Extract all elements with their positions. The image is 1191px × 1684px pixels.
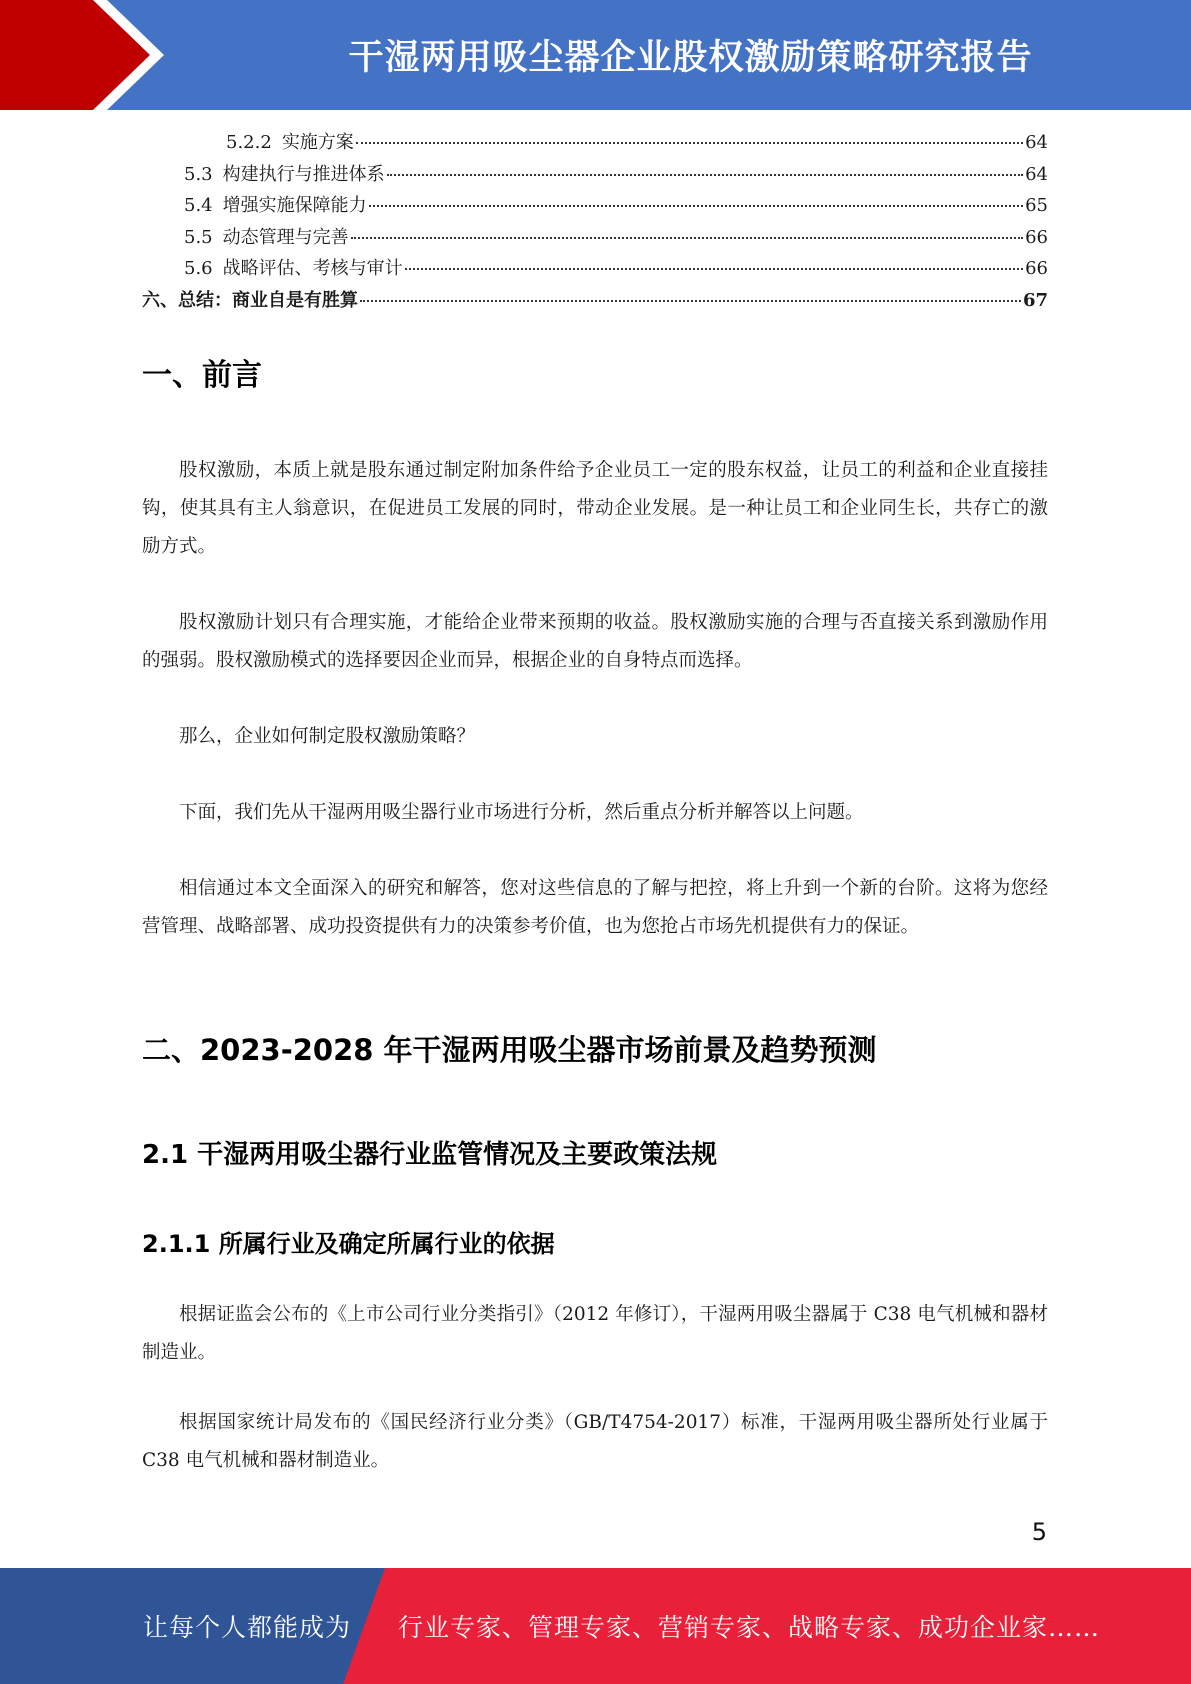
toc-entry-page: 64 — [1025, 163, 1048, 185]
report-title: 干湿两用吸尘器企业股权激励策略研究报告 — [348, 38, 1033, 78]
toc-leader-dots — [356, 142, 1023, 144]
toc-leader-dots — [351, 237, 1023, 239]
paragraph — [142, 794, 1048, 832]
preface-paragraph-4: 下面，我们先从干湿两用吸尘器行业市场进行分析，然后重点分析并解答以上问题。 — [179, 802, 864, 823]
toc-entry-number: 5.5 — [184, 226, 213, 248]
footer-slogan-roles: 行业专家、管理专家、营销专家、战略专家、成功企业家…… — [398, 1613, 1101, 1642]
toc-entry-number: 5.6 — [184, 258, 213, 279]
toc-entry-page: 67 — [1022, 289, 1048, 311]
toc-entry-label: 战略评估、考核与审计 — [222, 258, 403, 279]
footer-slogan-lead: 让每个人都能成为 — [143, 1613, 352, 1642]
toc-entry[interactable] — [142, 254, 1048, 286]
toc-entry[interactable] — [142, 191, 1048, 223]
toc-entry-page: 66 — [1025, 258, 1048, 279]
table-of-contents — [142, 128, 1048, 317]
toc-leader-dots — [387, 174, 1023, 176]
footer-banner — [0, 1568, 1191, 1684]
subsection-heading: 2.1 干湿两用吸尘器行业监管情况及主要政策法规 — [142, 1140, 718, 1170]
paragraph — [142, 452, 1048, 566]
toc-entry-number: 5.2.2 — [226, 132, 272, 153]
toc-entry-page: 66 — [1025, 226, 1048, 248]
paragraph — [142, 870, 1048, 946]
document-body — [142, 350, 1048, 1471]
toc-entry[interactable] — [142, 286, 1048, 318]
toc-entry-label: 六、总结：商业自是有胜算 — [142, 289, 358, 311]
industry-paragraph-2: 根据国家统计局发布的《国民经济行业分类》（GB/T4754-2017）标准，干湿两用吸尘器所处行业属于 C38 电气机械和器材制造业。 — [142, 1412, 1048, 1471]
header-banner — [0, 0, 1191, 110]
subsubsection-heading: 2.1.1 所属行业及确定所属行业的依据 — [142, 1230, 555, 1258]
toc-entry-number: 5.4 — [184, 195, 213, 216]
toc-leader-dots — [360, 300, 1021, 302]
toc-leader-dots — [369, 205, 1023, 207]
preface-paragraph-5: 相信通过本文全面深入的研究和解答，您对这些信息的了解与把控，将上升到一个新的台阶。这将为您经营管理、战略部署、成功投资提供有力的决策参考价值，也为您抢占市场先机提供有力的保证。 — [142, 878, 1048, 937]
preface-paragraph-1: 股权激励，本质上就是股东通过制定附加条件给予企业员工一定的股东权益，让员工的利益和企业直接挂钩，使其具有主人翁意识，在促进员工发展的同时，带动企业发展。是一种让员工和企业同生长，共存亡的激励方式。 — [142, 460, 1048, 557]
toc-entry-label: 构建执行与推进体系 — [222, 163, 385, 185]
page-number: 5 — [1031, 1518, 1047, 1546]
preface-paragraph-2: 股权激励计划只有合理实施，才能给企业带来预期的收益。股权激励实施的合理与否直接关系到激励作用的强弱。股权激励模式的选择要因企业而异，根据企业的自身特点而选择。 — [142, 612, 1048, 671]
preface-paragraph-3: 那么，企业如何制定股权激励策略？ — [179, 726, 476, 747]
paragraph — [142, 1404, 1048, 1480]
toc-entry-page: 64 — [1025, 132, 1048, 153]
toc-entry-label: 增强实施保障能力 — [222, 195, 367, 216]
paragraph — [142, 604, 1048, 680]
industry-paragraph-1: 根据证监会公布的《上市公司行业分类指引》（2012 年修订），干湿两用吸尘器属于 C38 电气机械和器材制造业。 — [142, 1304, 1048, 1363]
toc-entry[interactable] — [142, 223, 1048, 255]
paragraph — [142, 1296, 1048, 1372]
toc-entry[interactable] — [142, 128, 1048, 160]
toc-entry-label: 动态管理与完善 — [222, 226, 349, 248]
paragraph — [142, 718, 1048, 756]
toc-entry-label: 实施方案 — [281, 132, 354, 153]
toc-leader-dots — [405, 268, 1023, 270]
toc-entry-number: 5.3 — [184, 163, 213, 185]
header-arrow-decoration — [0, 0, 170, 110]
section-heading-market: 二、2023-2028 年干湿两用吸尘器市场前景及趋势预测 — [142, 1033, 877, 1067]
toc-entry-page: 65 — [1025, 195, 1048, 216]
section-heading-preface: 一、前言 — [142, 358, 262, 393]
toc-entry[interactable] — [142, 160, 1048, 192]
